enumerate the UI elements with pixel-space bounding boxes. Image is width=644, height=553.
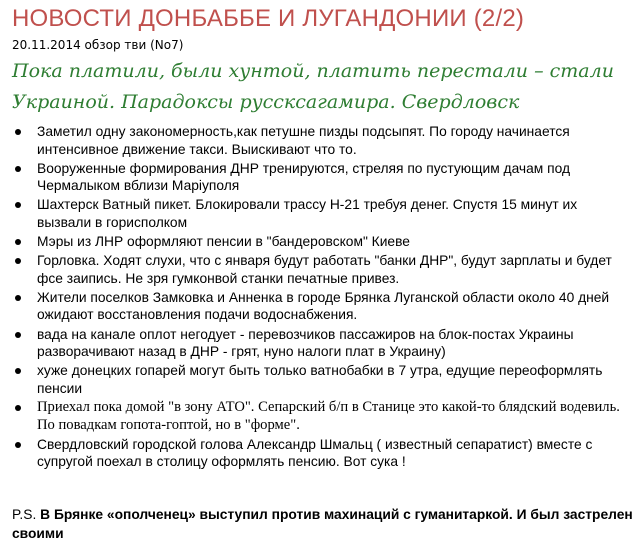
postscript-prefix: P.S. <box>12 507 37 522</box>
bullet-icon <box>15 129 21 135</box>
list-item <box>12 233 634 251</box>
bullet-icon <box>15 202 21 208</box>
list-item-text: Приехал пока домой "в зону АТО". Сепарский б/п в Станице это какой-то блядский водевиль. По повадкам гопота-гоптой, но в "форме". <box>37 398 620 433</box>
bullet-icon <box>15 295 21 301</box>
list-item-text: Вооруженные формирования ДНР тренируются, стреляя по пустующим дачам под Чермалыком вблизи Маріуполя <box>37 160 571 194</box>
list-item <box>12 326 634 361</box>
list-item-text: хуже донецких гопарей могут быть только ватнобабки в 7 утра, едущие переоформлять пенсии <box>37 363 603 396</box>
list-item-text: Мэры из ЛНР оформляют пенсии в "бандеровском" Киеве <box>37 234 410 250</box>
list-item <box>12 436 634 471</box>
bullet-icon <box>15 368 21 374</box>
list-item <box>12 196 634 231</box>
list-item-text: Жители поселков Замковка и Анненка в городе Брянка Луганской области около 40 дней ожидают восстановления подачи водоснабжения. <box>37 289 610 323</box>
bullet-icon <box>15 239 21 245</box>
postscript <box>12 505 634 543</box>
postscript-text: В Брянке «ополченец» выступил против махинаций с гуманитаркой. И был застрелен своими <box>12 507 633 541</box>
bullet-icon <box>15 258 21 264</box>
headline: Пока платили, были хунтой, платить перестали – стали Украиной. Парадоксы руссксагамира. Свердловск <box>12 60 614 113</box>
list-item <box>12 399 634 434</box>
list-item-text: вада на канале оплот негодует - перевозчиков пассажиров на блок-постах Украины разворачивают назад в ДНР - грят, нуно налоги плат в Украину) <box>37 326 574 360</box>
list-item <box>12 289 634 324</box>
page-title: НОВОСТИ ДОНБАББЕ И ЛУГАНДОНИИ (2/2) <box>12 5 525 32</box>
list-item <box>12 123 634 158</box>
list-item-text: Свердловский городской голова Александр Шмальц ( известный сепаратист) вместе с супругой поехал в столицу оформлять пенсию. Вот сука ! <box>37 436 593 470</box>
list-item <box>12 252 634 287</box>
list-item-text: Заметил одну закономерность,как петушне пизды подсыпят. По городу начинается интенсивное движение такси. Выискивают что то. <box>37 124 570 157</box>
bullet-icon <box>15 166 21 172</box>
list-item-text: Шахтерск Ватный пикет. Блокировали трассу Н-21 требуя денег. Спустя 15 минут их вызвали в горисполком <box>37 197 578 230</box>
bullet-icon <box>15 405 21 411</box>
bullet-icon <box>15 442 21 448</box>
list-item-text: Горловка. Ходят слухи, что с января будут работать "банки ДНР", будут зарплаты и будет фсе заипись. Не зря гумконвой станки печатные привез. <box>37 253 612 286</box>
list-item <box>12 160 634 195</box>
news-list <box>12 123 634 472</box>
bullet-icon <box>15 332 21 338</box>
list-item <box>12 362 634 397</box>
date-subtitle: 20.11.2014 обзор тви (No7) <box>12 38 184 52</box>
